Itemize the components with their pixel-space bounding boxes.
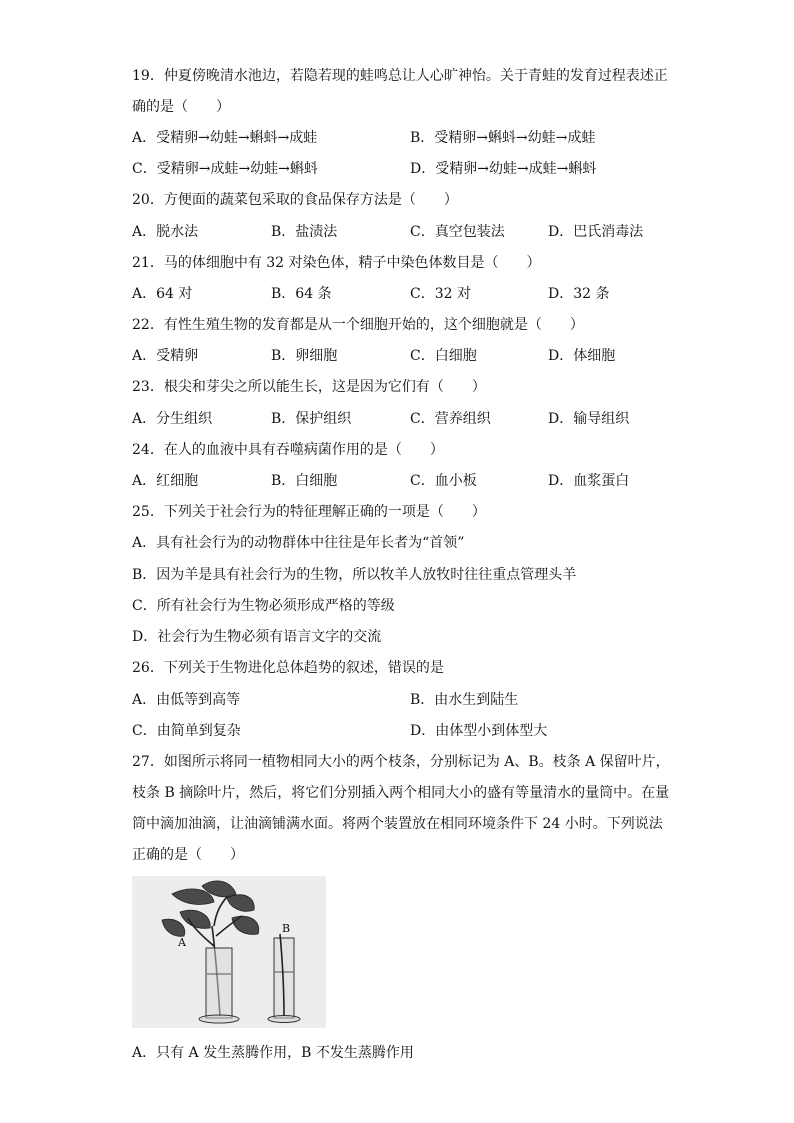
q21-option-d[interactable]: D．32 条 <box>548 286 610 302</box>
q25-option-c[interactable]: C．所有社会行为生物必须形成严格的等级 <box>132 598 395 614</box>
q21-option-a[interactable]: A．64 对 <box>132 286 193 302</box>
q25-stem: 25．下列关于社会行为的特征理解正确的一项是（ ） <box>132 504 486 520</box>
q24-option-b[interactable]: B．白细胞 <box>271 473 338 489</box>
q27-option-a[interactable]: A．只有 A 发生蒸腾作用，B 不发生蒸腾作用 <box>132 1045 414 1061</box>
q22-stem: 22．有性生殖生物的发育都是从一个细胞开始的，这个细胞就是（ ） <box>132 317 584 333</box>
q20-option-a[interactable]: A．脱水法 <box>132 224 199 240</box>
q24-stem: 24．在人的血液中具有吞噬病菌作用的是（ ） <box>132 442 444 458</box>
q26-option-d[interactable]: D．由体型小到体型大 <box>410 723 548 739</box>
q25-option-a[interactable]: A．具有社会行为的动物群体中往往是年长者为“首领” <box>132 535 465 551</box>
q24-option-a[interactable]: A．红细胞 <box>132 473 199 489</box>
q20-option-d[interactable]: D．巴氏消毒法 <box>548 224 644 240</box>
q26-option-b[interactable]: B．由水生到陆生 <box>410 692 519 708</box>
q20-option-c[interactable]: C．真空包装法 <box>410 224 505 240</box>
q22-option-b[interactable]: B．卵细胞 <box>271 348 338 364</box>
q27-stem-line4: 正确的是（ ） <box>132 847 244 863</box>
experiment-figure <box>132 876 326 1028</box>
q19-stem-line2: 确的是（ ） <box>132 99 230 115</box>
q26-stem: 26．下列关于生物进化总体趋势的叙述，错误的是 <box>132 660 444 676</box>
q27-stem-line1: 27．如图所示将同一植物相同大小的两个枝条，分别标记为 A、B。枝条 A 保留叶片， <box>132 754 670 770</box>
figure-label-a: A <box>178 936 186 949</box>
q22-option-a[interactable]: A．受精卵 <box>132 348 199 364</box>
q21-option-b[interactable]: B．64 条 <box>271 286 332 302</box>
q21-option-c[interactable]: C．32 对 <box>410 286 471 302</box>
q23-option-c[interactable]: C．营养组织 <box>410 411 491 427</box>
q19-option-a[interactable]: A．受精卵→幼蛙→蝌蚪→成蛙 <box>132 130 318 146</box>
q23-stem: 23．根尖和芽尖之所以能生长，这是因为它们有（ ） <box>132 379 486 395</box>
q27-stem-line2: 枝条 B 摘除叶片，然后，将它们分别插入两个相同大小的盛有等量清水的量筒中。在量 <box>132 785 670 801</box>
q19-option-b[interactable]: B．受精卵→蝌蚪→幼蛙→成蛙 <box>410 130 596 146</box>
q23-option-d[interactable]: D．输导组织 <box>548 411 630 427</box>
q19-option-c[interactable]: C．受精卵→成蛙→幼蛙→蝌蚪 <box>132 161 318 177</box>
cuttings-illustration <box>132 876 326 1028</box>
q26-option-a[interactable]: A．由低等到高等 <box>132 692 241 708</box>
q19-option-d[interactable]: D．受精卵→幼蛙→成蛙→蝌蚪 <box>410 161 597 177</box>
q23-option-a[interactable]: A．分生组织 <box>132 411 213 427</box>
q19-stem-line1: 19．仲夏傍晚清水池边，若隐若现的蛙鸣总让人心旷神怡。关于青蛙的发育过程表述正 <box>132 68 668 84</box>
q25-option-b[interactable]: B．因为羊是具有社会行为的生物，所以牧羊人放牧时往往重点管理头羊 <box>132 567 577 583</box>
q24-option-d[interactable]: D．血浆蛋白 <box>548 473 630 489</box>
q22-option-d[interactable]: D．体细胞 <box>548 348 616 364</box>
q22-option-c[interactable]: C．白细胞 <box>410 348 477 364</box>
q20-option-b[interactable]: B．盐渍法 <box>271 224 338 240</box>
q21-stem: 21．马的体细胞中有 32 对染色体，精子中染色体数目是（ ） <box>132 255 541 271</box>
figure-label-b: B <box>282 922 291 935</box>
q27-stem-line3: 筒中滴加油滴，让油滴铺满水面。将两个装置放在相同环境条件下 24 小时。下列说法 <box>132 816 663 832</box>
q23-option-b[interactable]: B．保护组织 <box>271 411 352 427</box>
q26-option-c[interactable]: C．由简单到复杂 <box>132 723 241 739</box>
q20-stem: 20．方便面的蔬菜包采取的食品保存方法是（ ） <box>132 192 458 208</box>
q24-option-c[interactable]: C．血小板 <box>410 473 477 489</box>
q25-option-d[interactable]: D．社会行为生物必须有语言文字的交流 <box>132 629 382 645</box>
